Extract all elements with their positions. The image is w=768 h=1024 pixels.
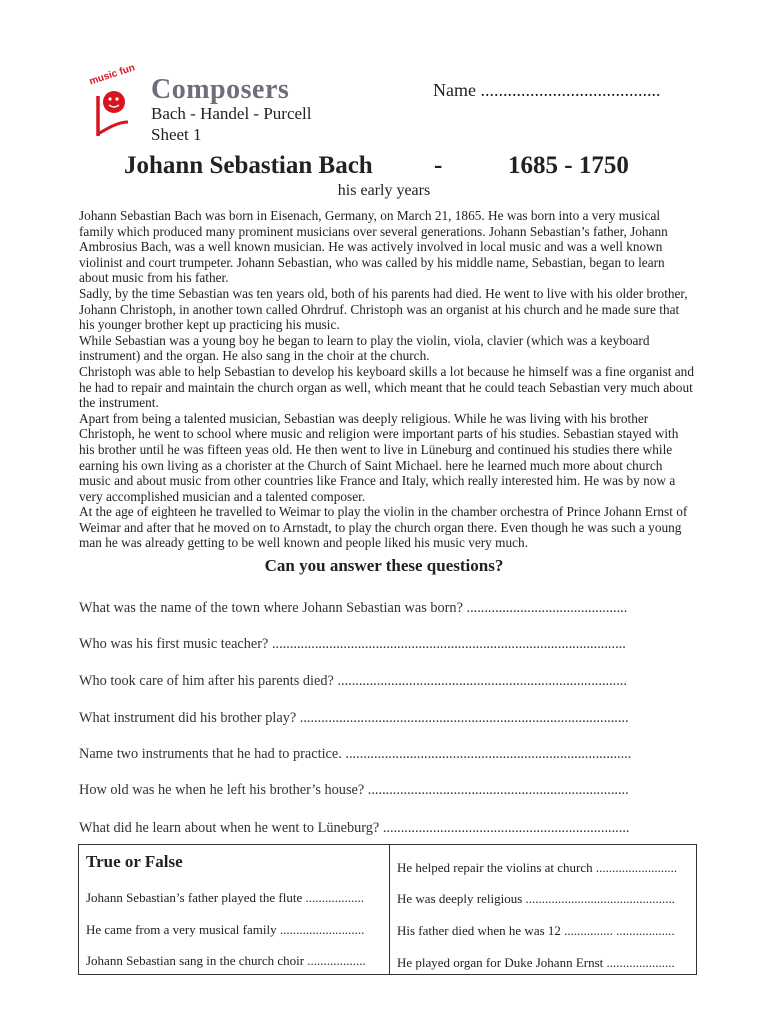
question-item[interactable]: Who was his first music teacher? ................................................................................................... (79, 636, 626, 652)
composer-name: Johann Sebastian Bach (124, 152, 373, 179)
true-false-item[interactable]: He helped repair the violins at church ......................... (397, 860, 678, 875)
true-false-item[interactable]: He played organ for Duke Johann Ernst ..................... (397, 955, 675, 970)
true-false-table (78, 844, 697, 975)
sheet-number: Sheet 1 (151, 125, 202, 144)
question-item[interactable]: What instrument did his brother play? ............................................................................................ (79, 710, 629, 726)
question-item[interactable]: How old was he when he left his brother’s house? ......................................................................... (79, 782, 629, 798)
worksheet-title: Composers (151, 74, 290, 105)
biography-text (79, 208, 695, 551)
true-false-item[interactable]: He came from a very musical family .......................... (86, 922, 365, 937)
composer-years: 1685 - 1750 (508, 152, 629, 179)
column-divider (389, 845, 390, 974)
logo-text: music fun (88, 62, 137, 88)
page-title (124, 152, 684, 180)
question-item[interactable]: What was the name of the town where Johann Sebastian was born? ............................................. (79, 600, 628, 616)
true-false-item[interactable]: His father died when he was 12 ............... .................. (397, 923, 675, 938)
paragraph: Christoph was able to help Sebastian to develop his keyboard skills a lot because he himself was a fine organist and he had to repair and maintain the church organ as well, which meant that he could teach Sebastian very much about the instrument. (79, 363, 694, 411)
music-fun-logo (84, 78, 144, 144)
question-item[interactable]: Who took care of him after his parents died? ................................................................................. (79, 673, 627, 689)
name-field[interactable]: Name ........................................ (433, 80, 661, 100)
question-item[interactable]: What did he learn about when he went to Lüneburg? ..................................................................... (79, 820, 630, 836)
paragraph: At the age of eighteen he travelled to Weimar to play the violin in the chamber orchestra of Prince Johann Ernst of Weimar and after that he moved on to Arnstadt, to play the church organ there. Even though he was such a young man he was already getting to be well known and people liked his music very much. (79, 504, 688, 551)
worksheet-subtitle: Bach - Handel - Purcell (151, 104, 312, 123)
true-false-title: True or False (86, 852, 183, 871)
questions-heading: Can you answer these questions? (264, 556, 504, 575)
paragraph: While Sebastian was a young boy he began to learn to play the violin, viola, clavier (which was a keyboard instrument) and the organ. He also sang in the choir at the church. (79, 332, 650, 364)
paragraph: Apart from being a talented musician, Sebastian was deeply religious. While he was living with his brother Christoph, he went to school where music and religion were important parts of his studies. Sebastian stayed with his brother until he was fifteen yeas old. He then went to live in Lüneburg and continued his studies there while earning his own living as a chorister at the Church of Saint Michael. here he learned much more about church music and about music from other countries like France and Italy, which really interested him. He was by now a very accomplished musician and a talented composer. (79, 410, 679, 504)
true-false-item[interactable]: Johann Sebastian sang in the church choir .................. (86, 953, 366, 968)
title-dash: - (434, 152, 443, 179)
true-false-item[interactable]: Johann Sebastian’s father played the flute .................. (86, 890, 364, 905)
true-false-item[interactable]: He was deeply religious .............................................. (397, 891, 676, 906)
paragraph: Sadly, by the time Sebastian was ten years old, both of his parents had died. He went to live with his older brother, Johann Christoph, in another town called Ohrdruf. Christoph was an organist at his church and he made sure that his younger brother kept up practicing his music. (79, 285, 688, 333)
question-item[interactable]: Name two instruments that he had to practice. ................................................................................ (79, 746, 632, 762)
section-subtitle: his early years (337, 182, 431, 199)
paragraph: Johann Sebastian Bach was born in Eisenach, Germany, on March 21, 1865. He was born into a very musical family which produced many prominent musicians over several generations. Johann Sebastian’s father, Johann Ambrosius Bach, was a well known musician. He was actively involved in local music and was a well known violinist and court trumpeter. Johann Sebastian, who was called by his middle name, Sebastian, began to learn about music from his father. (79, 208, 668, 286)
